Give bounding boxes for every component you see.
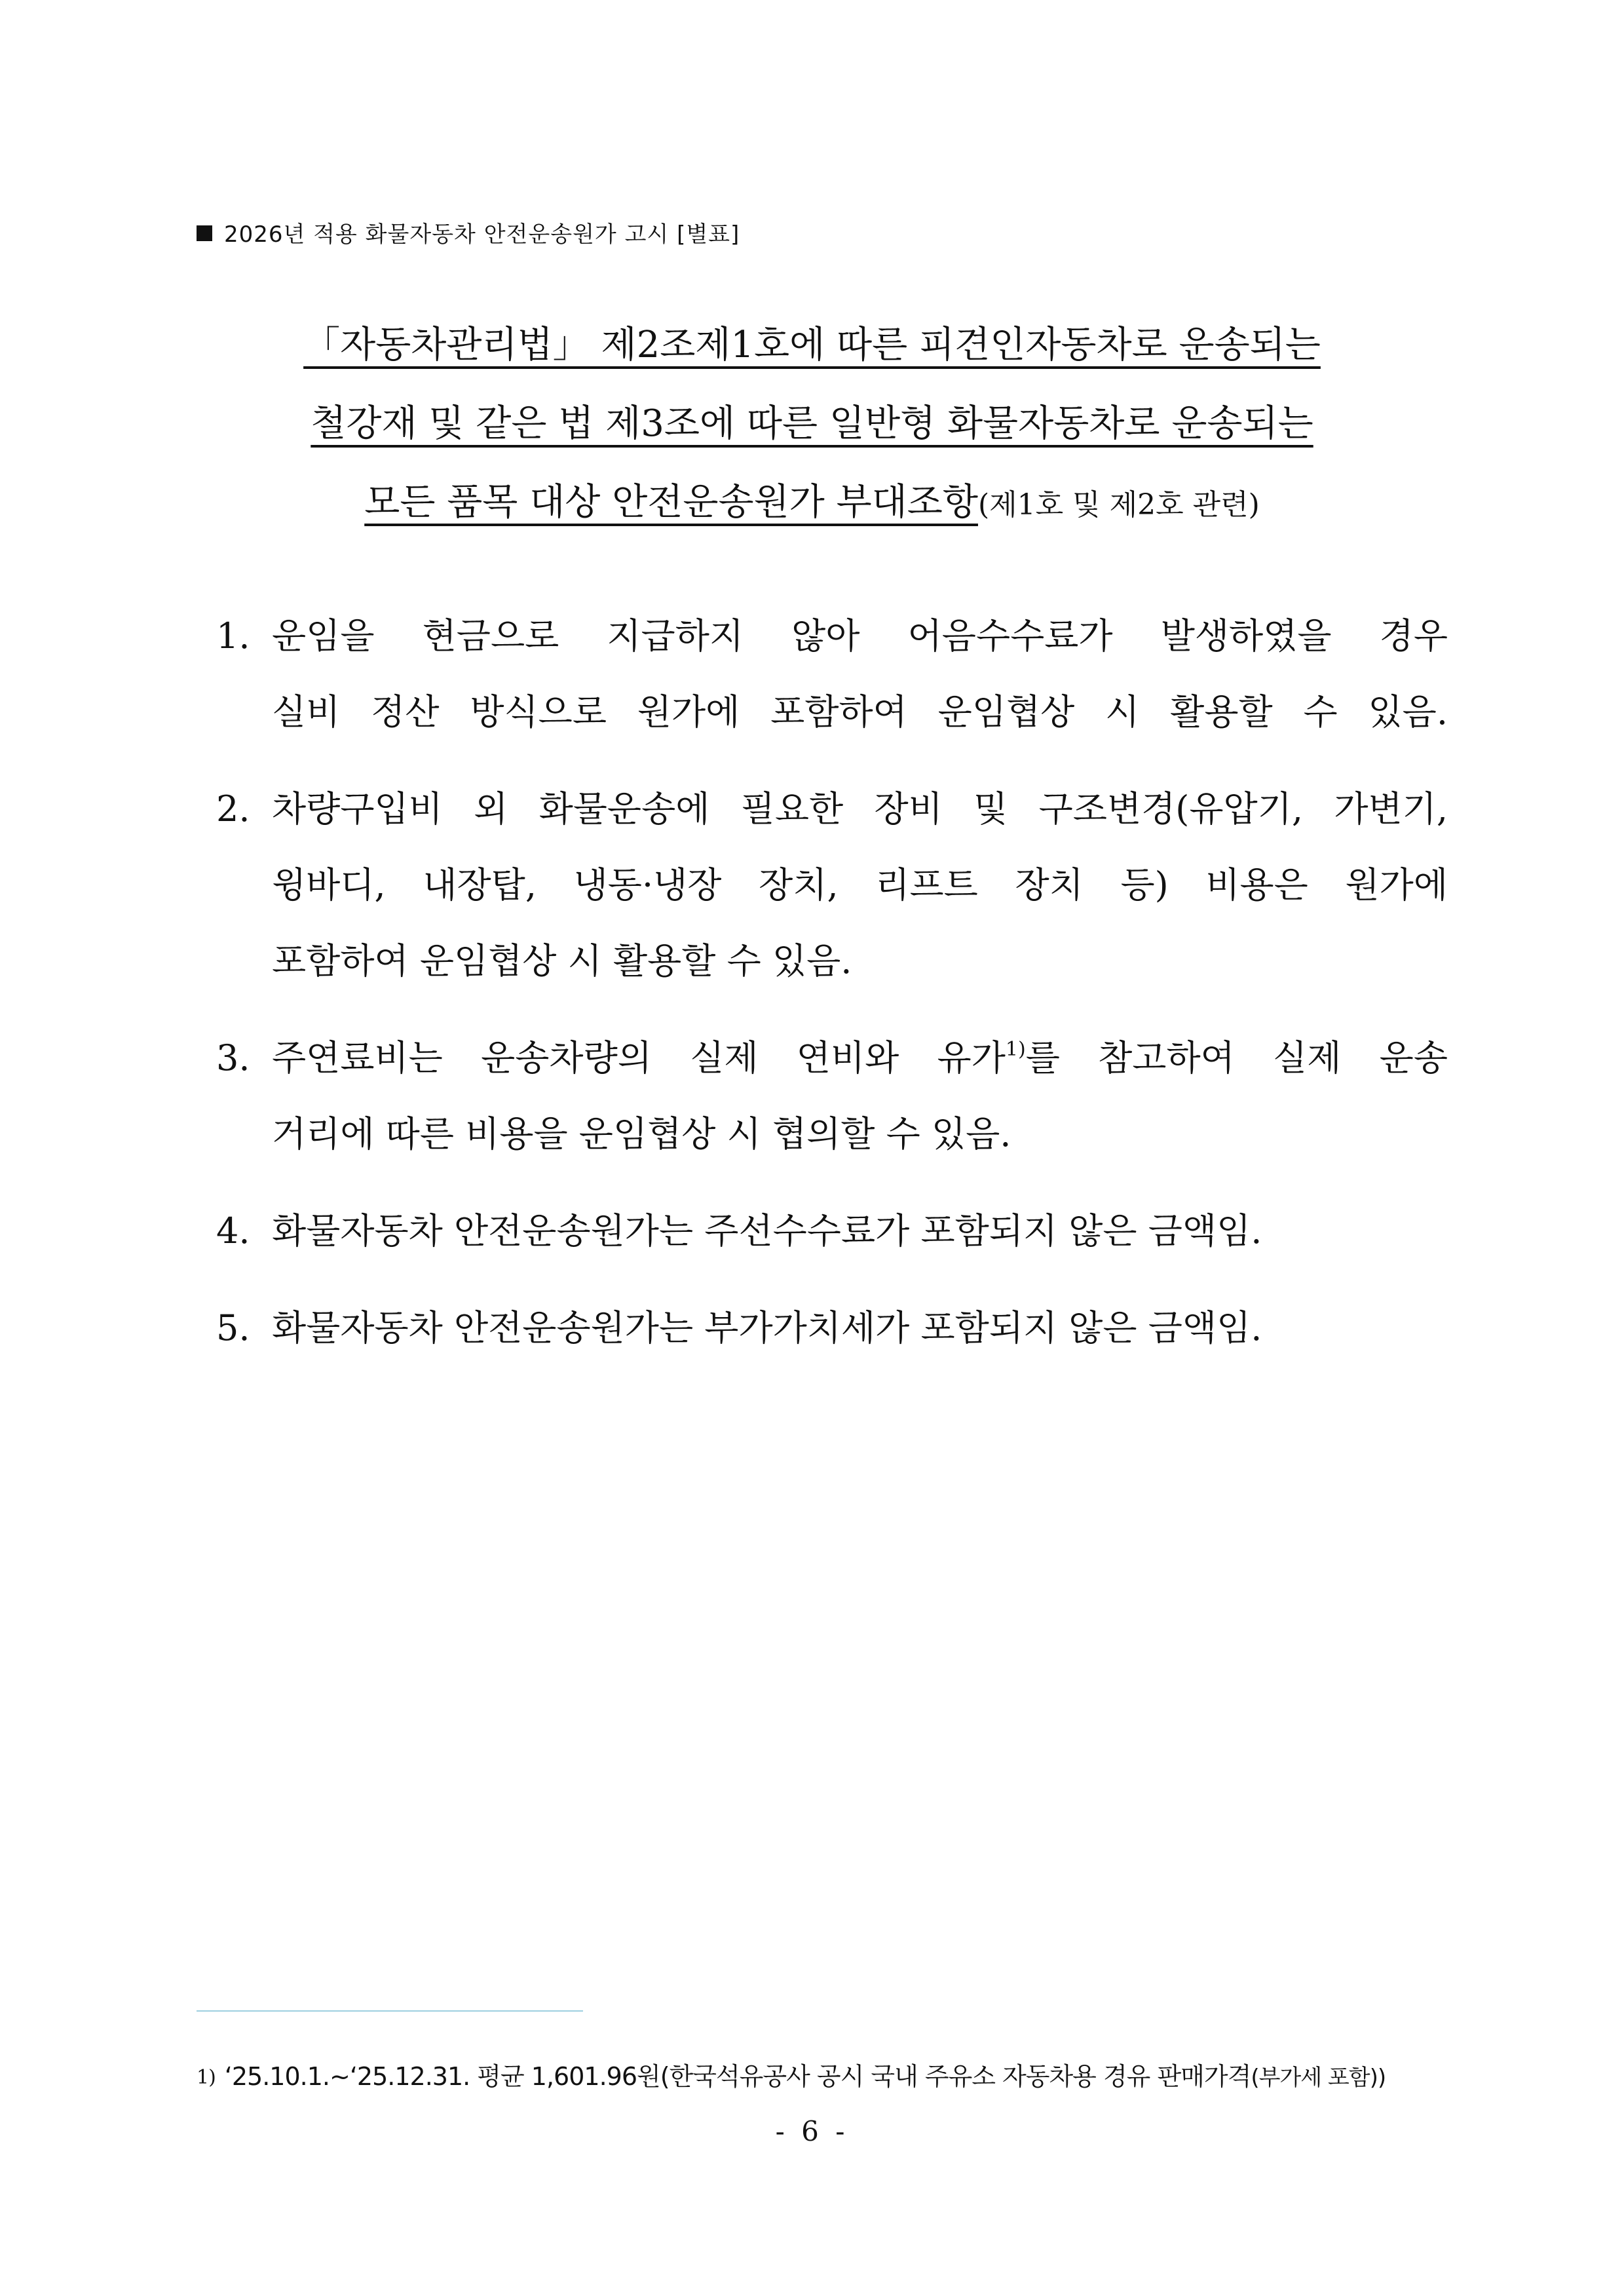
- footnote-reference[interactable]: 1): [1005, 1038, 1026, 1061]
- footnote-text: ‘25.10.1.~‘25.12.31. 평균 1,601.96원(한국석유공사 공시 국내 주유소 자동차용 경유 판매가격: [224, 2062, 1251, 2091]
- title-line-1-text: 「자동차관리법」 제2조제1호에 따른 피견인자동차로 운송되는: [303, 324, 1321, 366]
- item-line: 거리에 따른 비용을 운임협상 시 협의할 수 있음.: [272, 1113, 1011, 1155]
- title-line-3-text: 모든 품목 대상 안전운송원가 부대조항: [364, 481, 978, 524]
- item-line: 화물자동차 안전운송원가는 부가가치세가 포함되지 않은 금액임.: [272, 1307, 1262, 1349]
- footnote-separator: [197, 2010, 583, 2012]
- item-line: 윙바디, 내장탑, 냉동·냉장 장치, 리프트 장치 등) 비용은 원가에: [272, 864, 1448, 906]
- item-line: 차량구입비 외 화물운송에 필요한 장비 및 구조변경(유압기, 가변기,: [272, 788, 1448, 830]
- black-square-icon: [197, 225, 212, 241]
- footnote-note: (부가세 포함)): [1251, 2065, 1386, 2091]
- item-number: 4.: [216, 1210, 250, 1252]
- title-line-2-text: 철강재 및 같은 법 제3조에 따른 일반형 화물자동차로 운송되는: [311, 402, 1313, 445]
- footnote-marker: 1): [197, 2066, 216, 2089]
- item-number: 2.: [216, 788, 250, 830]
- title-relation: (제1호 및 제2호 관련): [977, 488, 1260, 522]
- item-line: 운임을 현금으로 지급하지 않아 어음수수료가 발생하였을 경우: [272, 615, 1448, 657]
- item-line-part: 를 참고하여 실제 운송: [1025, 1037, 1448, 1079]
- page-number: - 6 -: [775, 2115, 849, 2147]
- item-number: 5.: [216, 1307, 250, 1349]
- item-line-part: 주연료비는 운송차량의 실제 연비와 유가: [272, 1037, 1006, 1079]
- item-number: 3.: [216, 1037, 250, 1079]
- header-text: 2026년 적용 화물자동차 안전운송원가 고시 [별표]: [224, 221, 740, 248]
- document-header: [197, 216, 740, 248]
- title-line-2: [0, 401, 1624, 447]
- item-line: 포함하여 운임협상 시 활용할 수 있음.: [272, 940, 852, 982]
- item-line: [272, 1035, 1448, 1081]
- footnote: [197, 2056, 1386, 2092]
- item-line: 화물자동차 안전운송원가는 주선수수료가 포함되지 않은 금액임.: [272, 1210, 1262, 1252]
- item-number: 1.: [216, 615, 250, 657]
- title-line-1: [0, 322, 1624, 368]
- item-line: 실비 정산 방식으로 원가에 포함하여 운임협상 시 활용할 수 있음.: [272, 691, 1448, 733]
- title-line-3: [0, 480, 1624, 528]
